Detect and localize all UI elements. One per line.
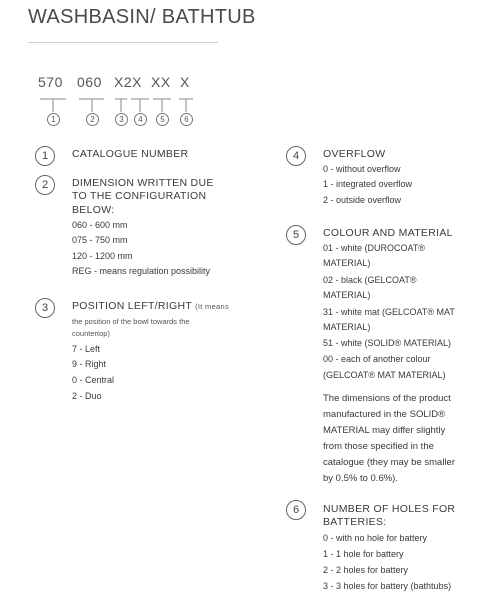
code-marker-5: 5 [156, 113, 169, 126]
option-line: 02 - black (GELCOAT® [323, 275, 417, 285]
option-line: MATERIAL) [323, 322, 371, 332]
section-heading: COLOUR AND MATERIAL [323, 227, 453, 239]
option-line: 2 - Duo [72, 391, 102, 401]
section-heading-line: BATTERIES: [323, 516, 387, 528]
section-heading: CATALOGUE NUMBER [72, 148, 189, 160]
option-line: 075 - 750 mm [72, 235, 128, 245]
section-note-line: the position of the bowl towards the [72, 317, 190, 326]
code-marker-4: 4 [134, 113, 147, 126]
option-line: 01 - white (DUROCOAT® [323, 243, 425, 253]
option-line: REG - means regulation possibility [72, 266, 211, 276]
option-line: 0 - with no hole for battery [323, 533, 428, 543]
option-line: MATERIAL) [323, 258, 371, 268]
section-heading: OVERFLOW [323, 148, 386, 160]
section-heading [72, 300, 229, 313]
option-line: 2 - outside overflow [323, 195, 402, 205]
code-bracket-lines [0, 0, 494, 140]
option-line: 00 - each of another colour [323, 354, 431, 364]
section-heading-line: TO THE CONFIGURATION [72, 190, 207, 202]
code-segment-2: 060 [77, 74, 102, 90]
section-number: 4 [286, 146, 306, 166]
option-line: MATERIAL) [323, 290, 371, 300]
option-line: (GELCOAT® MAT MATERIAL) [323, 370, 446, 380]
notice-line: MATERIAL may differ slightly [323, 425, 446, 436]
notice-line: from those specified in the [323, 441, 434, 452]
notice-line: manufactured in the SOLID® [323, 409, 446, 420]
option-line: 7 - Left [72, 344, 101, 354]
option-line: 0 - Central [72, 375, 115, 385]
section-number: 1 [35, 146, 55, 166]
code-marker-2: 2 [86, 113, 99, 126]
section-number: 2 [35, 175, 55, 195]
section-number: 6 [286, 500, 306, 520]
option-line: 31 - white mat (GELCOAT® MAT [323, 307, 455, 317]
option-line: 3 - 3 holes for battery (bathtubs) [323, 581, 452, 591]
section-heading-line: BELOW: [72, 204, 115, 216]
option-line: 1 - 1 hole for battery [323, 549, 404, 559]
code-segment-3: X2X [114, 74, 142, 90]
code-segment-5: X [180, 74, 190, 90]
section-number: 5 [286, 225, 306, 245]
option-line: 1 - integrated overflow [323, 179, 413, 189]
section-heading-line: DIMENSION WRITTEN DUE [72, 177, 214, 189]
code-segment-1: 570 [38, 74, 63, 90]
page-title: WASHBASIN/ BATHTUB [28, 6, 256, 28]
code-marker-1: 1 [47, 113, 60, 126]
option-line: 2 - 2 holes for battery [323, 565, 409, 575]
section-heading-line: NUMBER OF HOLES FOR [323, 503, 456, 515]
option-line: 51 - white (SOLID® MATERIAL) [323, 338, 451, 348]
section-heading-text: POSITION LEFT/RIGHT [72, 300, 192, 312]
notice-line: The dimensions of the product [323, 393, 451, 404]
code-segment-4: XX [151, 74, 171, 90]
code-marker-6: 6 [180, 113, 193, 126]
section-note-line: countertop) [72, 329, 110, 338]
section-note-inline: (It means [195, 302, 230, 311]
section-number: 3 [35, 298, 55, 318]
notice-line: by 0.5% to 0.6%). [323, 473, 398, 484]
code-marker-3: 3 [115, 113, 128, 126]
option-line: 060 - 600 mm [72, 220, 128, 230]
notice-line: catalogue (they may be smaller [323, 457, 456, 468]
option-line: 9 - Right [72, 359, 107, 369]
option-line: 0 - without overflow [323, 164, 401, 174]
option-line: 120 - 1200 mm [72, 251, 133, 261]
